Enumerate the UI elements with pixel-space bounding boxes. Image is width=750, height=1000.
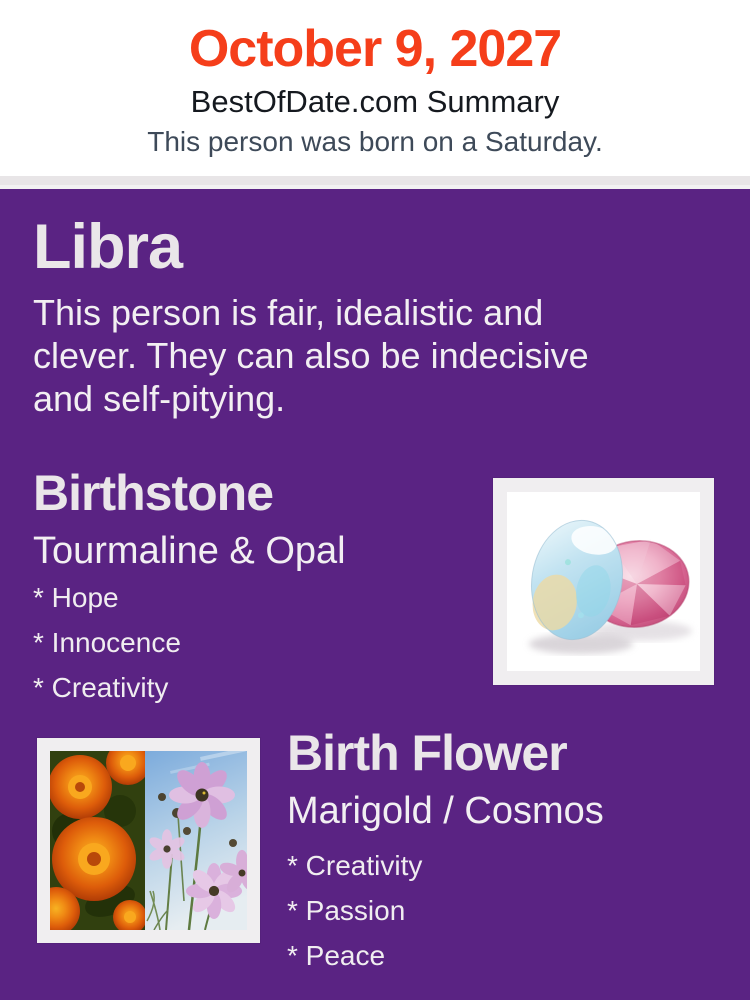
divider-bar (0, 176, 750, 185)
cosmos-photo-half (145, 751, 247, 930)
birthstone-trait: * Innocence (33, 627, 181, 658)
birth-flower-trait: * Passion (287, 895, 406, 926)
birth-flower-trait: * Peace (287, 940, 386, 971)
birthstone-photo-frame (493, 478, 714, 685)
zodiac-sign-title: Libra (33, 212, 183, 282)
date-heading: October 9, 2027 (188, 20, 562, 78)
birthstone-trait: * Creativity (33, 672, 169, 703)
birth-flower-names: Marigold / Cosmos (287, 790, 604, 832)
cosmos-flower-large (169, 762, 235, 828)
born-day-line: This person was born on a Saturday. (147, 126, 603, 157)
birthstone-names: Tourmaline & Opal (33, 530, 346, 572)
birth-flower-trait: * Creativity (287, 850, 423, 881)
birth-flower-traits (287, 843, 422, 978)
gems-illustration (507, 492, 700, 671)
flowers-illustration (50, 751, 247, 930)
birth-flower-photo (50, 751, 247, 930)
zodiac-description: This person is fair, idealistic and clever. They can also be indecisive and self-pitying. (33, 292, 589, 419)
birthstone-traits (33, 575, 181, 710)
marigold-photo-half (50, 751, 150, 930)
birthstone-photo (507, 492, 700, 671)
birth-flower-heading: Birth Flower (287, 725, 567, 781)
site-summary-title: BestOfDate.com Summary (190, 84, 560, 119)
summary-panel (0, 189, 750, 1000)
birthstone-trait: * Hope (33, 582, 119, 613)
birthstone-heading: Birthstone (33, 465, 273, 521)
birth-flower-photo-frame (37, 738, 260, 943)
